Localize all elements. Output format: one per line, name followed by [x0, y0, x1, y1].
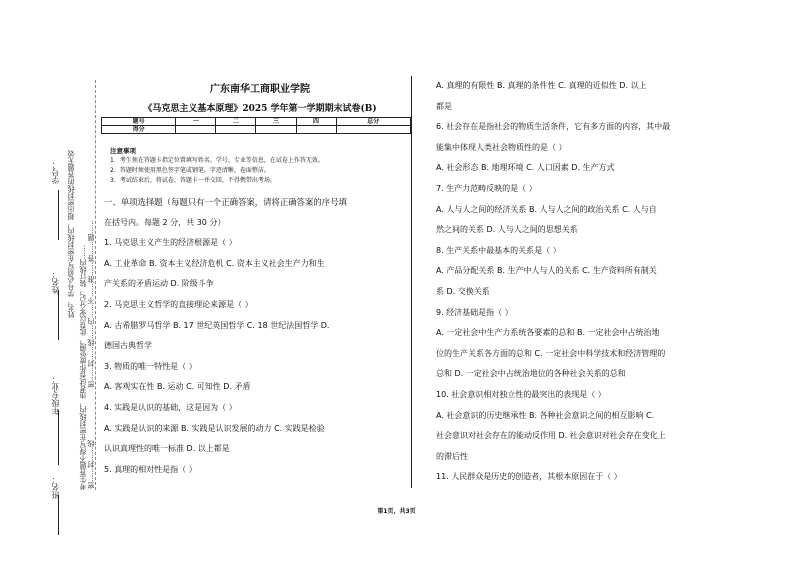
signature-label: 班名：: [51, 475, 60, 499]
question-line: 2. 马克思主义哲学的直接理论来源是（ ）: [104, 299, 253, 309]
column-divider: [411, 76, 412, 488]
score-cell[interactable]: [296, 126, 336, 134]
score-table: [101, 117, 411, 134]
score-header-cell: 题号: [102, 118, 176, 126]
question-line: 然之间的关系 D. 人与人之间的思想关系: [436, 225, 578, 235]
section-heading-cont: 在括号内。每题 2 分，共 30 分）: [104, 217, 226, 227]
class-major-label: 年级专业：: [51, 375, 60, 415]
score-table-header-row: [102, 118, 411, 126]
question-line: 6. 社会存在是指社会的物质生活条件，它有多方面的内容，其中最: [436, 122, 671, 132]
question-line: A. 产品分配关系 B. 生产中人与人的关系 C. 生产资料所有制关: [436, 266, 657, 276]
score-header-cell: 三: [256, 118, 296, 126]
score-header-cell: 四: [296, 118, 336, 126]
school-name: 广东南华工商职业学院: [210, 84, 310, 95]
score-cell[interactable]: [336, 126, 410, 134]
question-line: 认识真理性的唯一标准 D. 以上都是: [104, 444, 230, 454]
signature-blank[interactable]: [58, 495, 59, 535]
score-header-cell: 总分: [336, 118, 410, 126]
question-line: 的滞后性: [436, 451, 468, 461]
notice-box: [110, 146, 410, 186]
seal-dashed-line: [95, 80, 96, 490]
binding-instruction-2: 考生答题不得写在密封线内，违者试卷作废处理，此卷以零分记，装订线内……: [79, 245, 87, 490]
question-line: A. 人与人之间的经济关系 B. 人与人之间的政治关系 C. 人与自: [436, 204, 657, 214]
question-line: A. 实践是认识的来源 B. 实践是认识发展的动力 C. 实践是检验: [104, 423, 325, 433]
question-line: 德国古典哲学: [104, 341, 152, 351]
question-line: 5. 真理的相对性是指（ ）: [104, 464, 197, 474]
question-line: 1. 马克思主义产生的经济根源是（ ）: [104, 238, 237, 248]
class-major-blank[interactable]: [58, 410, 59, 465]
question-line: A. 社会形态 B. 地理环境 C. 人口因素 D. 生产方式: [436, 163, 615, 173]
question-line: 8. 生产关系中最基本的关系是（ ）: [436, 245, 561, 255]
score-row-label: 得分: [102, 126, 176, 134]
question-line: 11. 人民群众是历史的创造者，其根本原因在于（ ）: [436, 472, 622, 482]
exam-title: 《马克思主义基本原理》2025 学年第一学期期末试卷(B): [143, 104, 377, 114]
page-number: 第1页，共3页: [377, 508, 416, 515]
binding-warning: 密……封……线……内……不……准……答……题……: [87, 220, 95, 388]
question-line: 4. 实践是认识的基础，这是因为（ ）: [104, 402, 237, 412]
question-line: A. 真理的有限性 B. 真理的条件性 C. 真理的近似性 D. 以上: [436, 81, 647, 90]
question-line: 总和 D. 一定社会中占统治地位的各种社会关系的总和: [436, 369, 626, 379]
binding-seal-line: 密……封……线: [87, 440, 95, 489]
student-no-blank[interactable]: [58, 190, 59, 240]
question-line: 能集中体现人类社会物质性的是（ ）: [436, 142, 567, 152]
score-cell[interactable]: [176, 126, 216, 134]
question-line: A. 社会意识的历史继承性 B. 各种社会意识之间的相互影响 C.: [436, 410, 655, 420]
name-blank[interactable]: [58, 290, 59, 340]
question-line: 社会意识对社会存在的能动反作用 D. 社会意识对社会存在变化上: [436, 431, 666, 441]
score-header-cell: 二: [216, 118, 256, 126]
notice-item: 3．考试结束后，将试卷、答题卡一并交回，不得携带出考场。: [110, 177, 276, 184]
question-line: 产关系的矛盾运动 D. 阶级斗争: [104, 279, 214, 289]
score-table-row: [102, 126, 411, 134]
question-line: A. 古希腊罗马哲学 B. 17 世纪英国哲学 C. 18 世纪法国哲学 D.: [104, 320, 330, 330]
section-heading: 一、单项选择题（每题只有一个正确答案，请将正确答案的序号填: [104, 197, 347, 207]
question-line: 7. 生产力范畴反映的是（ ）: [436, 183, 537, 193]
left-question-column: [104, 192, 409, 480]
notice-item: 1．考生须在答题卡指定位置填写姓名、学号、专业等信息，在试卷上作答无效。: [110, 157, 324, 164]
question-line: 10. 社会意识相对独立性的最突出的表现是（ ）: [436, 389, 606, 399]
question-line: A. 工业革命 B. 资本主义经济危机 C. 资本主义社会生产力和生: [104, 258, 325, 268]
question-line: A. 客观实在性 B. 运动 C. 可知性 D. 矛盾: [104, 382, 251, 392]
question-line: 3. 物质的唯一特性是（ ）: [104, 361, 197, 371]
notice-item: 2．答题时须使用黑色签字笔或钢笔，字迹清晰，卷面整洁。: [110, 167, 270, 174]
question-line: 都是: [436, 101, 452, 111]
score-cell[interactable]: [216, 126, 256, 134]
question-line: 9. 经济基础是指（ ）: [436, 307, 513, 317]
question-line: 位的生产关系各方面的总和 C. 一定社会中科学技术和经济管理的: [436, 348, 666, 358]
right-question-column: [436, 76, 736, 488]
question-line: 系 D. 交换关系: [436, 286, 490, 296]
notice-title: 注意事项: [110, 147, 136, 155]
question-line: A. 一定社会中生产力系统各要素的总和 B. 一定社会中占统治地: [436, 328, 660, 338]
score-cell[interactable]: [256, 126, 296, 134]
score-header-cell: 一: [176, 118, 216, 126]
name-label: 姓名：: [51, 270, 60, 294]
binding-instruction-1: 姓名、学号必须写在密封线内，超出密封线的答题无效: [67, 150, 75, 318]
student-no-label: 学号：: [51, 160, 60, 184]
